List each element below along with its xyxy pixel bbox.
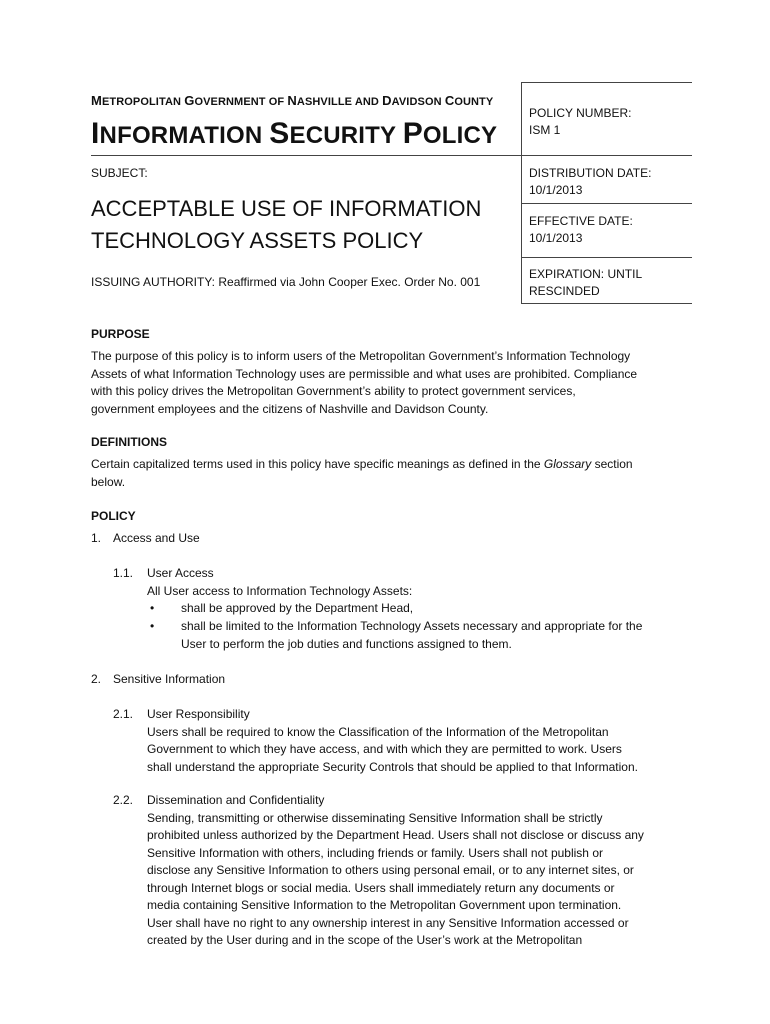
section-2-number: 2. [91,672,102,686]
subject-title [91,193,501,257]
section-1-title: Access and Use [113,531,200,545]
section-1-1-intro: All User access to Information Technology Assets: [147,583,413,598]
paragraph-line: The purpose of this policy is to inform users of the Metropolitan Government’s Information Technology [91,349,631,363]
header-top-rule [521,82,692,83]
policy-number-block [529,105,689,139]
paragraph-line: through Internet blogs or social media. Users shall immediately return any documents or [147,880,615,895]
section-2-2-number: 2.2. [113,793,134,807]
definitions-heading: DEFINITIONS [91,435,168,449]
paragraph-line: Assets of what Information Technology uses are permissible and what uses are prohibited. Compliance [91,366,638,381]
expiration-block [529,266,689,300]
document-title: INFORMATION SECURITY POLICY [91,117,498,150]
paragraph-line: Certain capitalized terms used in this policy have specific meanings as defined in the Glossary section [91,457,633,471]
section-2-title: Sensitive Information [113,672,226,686]
header-bottom-rule [521,303,692,304]
organization-name: METROPOLITAN GOVERNMENT OF NASHVILLE AND DAVIDSON COUNTY [91,93,494,108]
section-2-2-title: Dissemination and Confidentiality [147,793,325,807]
section-1-1-title: User Access [147,566,214,580]
paragraph-line: Government to which they have access, and with which they are permitted to work. Users [147,742,622,756]
policy-number-value: ISM 1 [529,123,561,137]
subject-label: SUBJECT: [91,166,148,180]
paragraph-line: disclose any Sensitive Information to others using personal email, or to any internet sites, or [147,863,634,877]
list-item: • shall be limited to the Information Technology Assets necessary and appropriate for the User to perform the job duties and functions assigned to them. [150,619,643,651]
effective-date-label: EFFECTIVE DATE: [529,214,633,228]
section-1-number: 1. [91,531,102,545]
policy-number-label: POLICY NUMBER: [529,106,632,120]
bullet-icon: • [150,601,155,615]
paragraph-line: prohibited unless authorized by the Department Head. Users shall not disclose or discuss any [147,828,644,842]
subject-title-line: ACCEPTABLE USE OF INFORMATION [91,196,482,221]
section-2-2-block [147,792,692,950]
paragraph-line: government employees and the citizens of Nashville and Davidson County. [91,401,489,416]
section-2-1-block [147,706,692,776]
policy-heading: POLICY [91,509,136,523]
list-item: • shall be approved by the Department Head, [150,600,680,618]
paragraph-line: created by the User during and in the scope of the User’s work at the Metropolitan [147,933,583,947]
definitions-paragraph [91,456,691,491]
paragraph-line: Sending, transmitting or otherwise disseminating Sensitive Information shall be strictly [147,810,603,825]
effective-date-block [529,213,689,247]
distribution-date-block [529,165,689,199]
purpose-heading: PURPOSE [91,327,150,341]
distribution-date-value: 10/1/2013 [529,183,583,197]
header-effective-rule [521,257,692,258]
subject-title-line: TECHNOLOGY ASSETS POLICY [91,228,424,253]
expiration-line: RESCINDED [529,284,600,298]
header-column-divider [521,82,522,304]
section-2-1-title: User Responsibility [147,707,250,721]
section-2-1-number: 2.1. [113,707,134,721]
expiration-line: EXPIRATION: UNTIL [529,267,643,281]
effective-date-value: 10/1/2013 [529,231,583,245]
paragraph-line: Sensitive Information with others, including friends or family. Users shall not publish or [147,845,603,860]
header-distribution-rule [521,203,692,204]
bullet-icon: • [150,619,155,633]
section-1-1-block [147,565,687,600]
distribution-date-label: DISTRIBUTION DATE: [529,166,652,180]
header-title-rule [91,155,692,156]
paragraph-line: media containing Sensitive Information to the Metropolitan Government upon termination. [147,898,622,912]
purpose-paragraph [91,348,691,418]
paragraph-line: shall understand the appropriate Security Controls that should be applied to that Information. [147,759,638,774]
paragraph-line: below. [91,474,126,489]
issuing-authority: ISSUING AUTHORITY: Reaffirmed via John Cooper Exec. Order No. 001 [91,275,481,289]
paragraph-line: with this policy drives the Metropolitan Government’s ability to protect government services, [91,384,576,398]
glossary-reference: Glossary [543,457,592,471]
paragraph-line: Users shall be required to know the Classification of the Information of the Metropolitan [147,724,609,739]
paragraph-line: User shall have no right to any ownership interest in any Sensitive Information accessed or [147,915,629,930]
section-1-1-number: 1.1. [113,566,134,580]
